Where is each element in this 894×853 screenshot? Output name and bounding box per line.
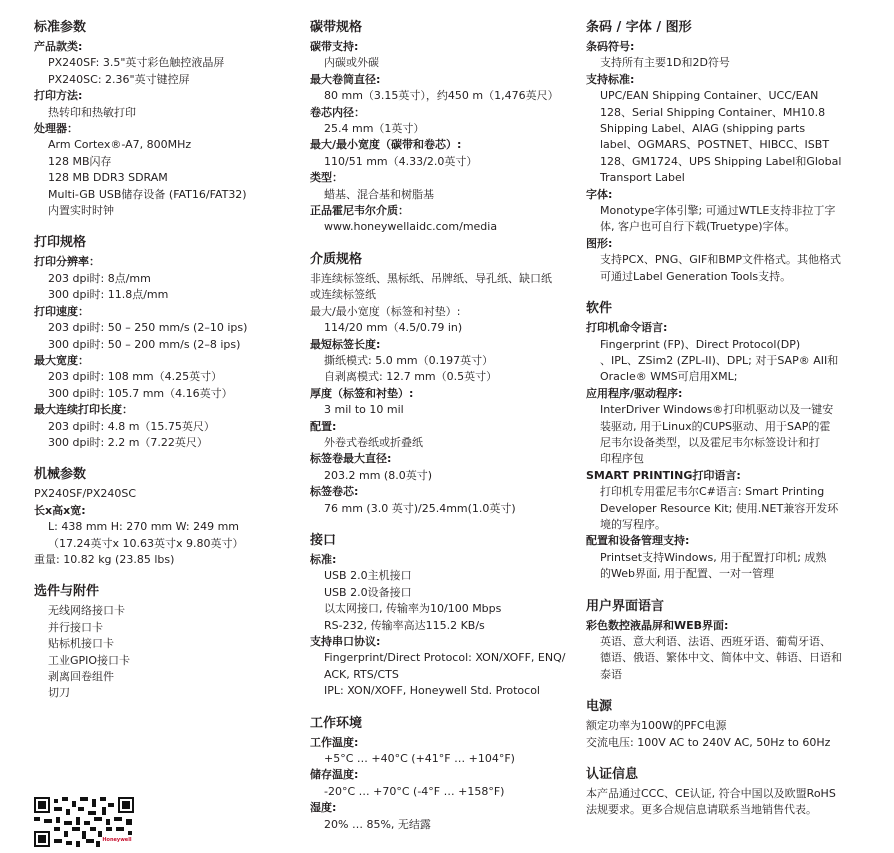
- genuine-media-line: www.honeywellaidc.com/media: [324, 220, 498, 234]
- font-line: Monotype字体引擎; 可通过WTLE支持非拉丁字: [600, 204, 836, 218]
- section-title: 用户界面语言: [586, 598, 665, 614]
- option-item: 剥离回卷组件: [48, 670, 114, 683]
- ui-language-line: 英语、意大利语、法语、西班牙语、葡萄牙语、: [600, 635, 831, 648]
- ribbon-width-label: 最大/最小宽度（碳带和卷芯）:: [310, 138, 462, 152]
- interface-std-line: 以太网接口, 传输率为10/100 Mbps: [324, 602, 502, 616]
- serial-protocol-line: IPL: XON/XOFF, Honeywell Std. Protocol: [324, 684, 540, 698]
- column-left: [34, 18, 292, 716]
- option-item: 并行接口卡: [48, 620, 103, 634]
- cpu-line: 128 MB闪存: [48, 154, 112, 168]
- section-title: 接口: [310, 532, 337, 548]
- section-title: 软件: [586, 301, 613, 317]
- column-middle: [310, 18, 572, 847]
- max-length-line: 300 dpi时: 2.2 m（7.22英尺）: [48, 435, 208, 449]
- config-line: 外卷式卷纸或折叠纸: [324, 435, 423, 449]
- cpu-line: Arm Cortex®-A7, 800MHz: [48, 138, 192, 152]
- ui-language-line: 德语、俄语、繁体中文、简体中文、韩语、日语和: [600, 651, 842, 665]
- section-title: 电源: [586, 699, 613, 715]
- storage-temp-label: 储存温度:: [310, 768, 359, 782]
- ui-language-label: 彩色数控液晶屏和WEB界面:: [586, 618, 729, 632]
- supported-std-line: UPC/EAN Shipping Container、UCC/EAN: [600, 89, 819, 103]
- command-lang-line: 、IPL、ZSim2 (ZPL-II)、DPL; 对于SAP® AII和: [600, 353, 839, 367]
- media-width-line: 114/20 mm（4.5/0.79 in): [324, 321, 463, 335]
- model-line: PX240SF: 3.5"英寸彩色触控液晶屏: [48, 56, 225, 70]
- model-label: 产品款类:: [34, 40, 83, 53]
- print-method-line: 热转印和热敏打印: [48, 105, 136, 119]
- ribbon-support-label: 碳带支持:: [310, 40, 359, 53]
- section-software: [586, 299, 854, 583]
- supported-std-line: Transport Label: [600, 171, 685, 185]
- graphics-line: 可通过Label Generation Tools支持。: [600, 269, 792, 283]
- interface-std-line: USB 2.0设备接口: [324, 585, 412, 599]
- op-temp-line: +5°C … +40°C (+41°F … +104°F): [324, 752, 515, 766]
- max-width-line: 203 dpi时: 108 mm（4.25英寸）: [48, 370, 223, 384]
- max-width-label: 最大宽度：: [34, 353, 89, 367]
- supported-std-line: 128、Serial Shipping Container、MH10.8: [600, 105, 826, 119]
- weight-line: 重量: 10.82 kg (23.85 lbs): [34, 552, 175, 566]
- power-line: 交流电压: 100V AC to 240V AC, 50Hz to 60Hz: [586, 735, 831, 749]
- section-title: 条码 / 字体 / 图形: [586, 20, 692, 35]
- column-right: [586, 18, 854, 833]
- max-width-line: 300 dpi时: 105.7 mm（4.16英寸）: [48, 386, 233, 400]
- dims-line: L: 438 mm H: 270 mm W: 249 mm: [48, 520, 240, 534]
- dims-line: （17.24英寸x 10.63英寸x 9.80英寸）: [48, 536, 244, 550]
- supported-std-line: label、OGMARS、POSTNET、HIBCC、ISBT: [600, 138, 830, 152]
- smart-printing-label: SMART PRINTING打印语言:: [586, 468, 741, 482]
- apps-label: 应用程序/驱动程序:: [586, 386, 683, 400]
- roll-core-line: 76 mm (3.0 英寸)/25.4mm(1.0英寸): [324, 501, 516, 515]
- option-item: 贴标机接口卡: [48, 637, 114, 651]
- humidity-line: 20% … 85%, 无结露: [324, 817, 431, 831]
- section-title: 打印规格: [34, 235, 87, 251]
- interface-std-line: RS-232, 传输率高达115.2 KB/s: [324, 618, 485, 632]
- section-title: 介质规格: [310, 251, 363, 267]
- device-mgmt-line: Printset支持Windows, 用于配置打印机; 成熟: [600, 550, 827, 564]
- min-length-label: 最短标签长度:: [310, 337, 381, 351]
- option-item: 工业GPIO接口卡: [48, 653, 131, 667]
- command-lang-line: Fingerprint (FP)、Direct Protocol(DP): [600, 337, 801, 351]
- section-title: 标准参数: [34, 20, 87, 35]
- speed-line: 300 dpi时: 50 – 200 mm/s (2–8 ips): [48, 337, 241, 351]
- media-intro-line: 或连续标签纸: [310, 288, 376, 302]
- storage-temp-line: -20°C … +70°C (-4°F … +158°F): [324, 784, 505, 798]
- symbology-label: 条码符号:: [586, 40, 635, 53]
- apps-line: 尼韦尔设备类型，以及霍尼韦尔标签设计和打: [600, 435, 820, 449]
- ribbon-core-label: 卷芯内径：: [310, 105, 365, 119]
- device-mgmt-label: 配置和设备管理支持:: [586, 534, 690, 548]
- dims-label: 长x高x宽:: [34, 503, 86, 517]
- ui-language-line: 泰语: [600, 667, 622, 681]
- qr-code: [34, 797, 134, 847]
- symbology-line: 支持所有主要1D和2D符号: [600, 56, 730, 70]
- cpu-line: 128 MB DDR3 SDRAM: [48, 171, 168, 185]
- section-ribbon: [310, 18, 572, 236]
- supported-std-line: 128、GM1724、UPS Shipping Label和Global: [600, 154, 842, 168]
- section-options: [34, 582, 292, 701]
- smart-printing-line: 境的写程序。: [600, 517, 666, 531]
- thickness-line: 3 mil to 10 mil: [324, 403, 404, 417]
- roll-diameter-label: 标签卷最大直径:: [310, 452, 392, 466]
- cpu-line: 内置实时时钟: [48, 204, 114, 218]
- model-line: PX240SC: 2.36"英寸键控屏: [48, 72, 190, 86]
- section-media: [310, 250, 572, 517]
- smart-printing-line: 打印机专用霍尼韦尔C#语言: Smart Printing: [600, 485, 825, 499]
- resolution-line: 300 dpi时: 11.8点/mm: [48, 288, 169, 302]
- max-length-label: 最大连续打印长度：: [34, 403, 133, 417]
- font-label: 字体:: [586, 187, 613, 201]
- section-print-spec: [34, 233, 292, 451]
- speed-line: 203 dpi时: 50 – 250 mm/s (2–10 ips): [48, 321, 248, 335]
- cert-line: 法规要求。更多合规信息请联系当地销售代表。: [586, 803, 817, 817]
- cpu-line: Multi-GB USB储存设备 (FAT16/FAT32): [48, 187, 247, 201]
- cpu-label: 处理器：: [34, 122, 78, 136]
- section-title: 碳带规格: [310, 20, 363, 35]
- resolution-label: 打印分辨率：: [34, 255, 100, 269]
- thickness-label: 厚度（标签和衬垫）:: [310, 386, 414, 400]
- command-lang-line: Oracle® WMS可启用XML;: [600, 370, 738, 384]
- section-power: [586, 697, 854, 751]
- interface-std-label: 标准:: [310, 552, 337, 566]
- cert-line: 本产品通过CCC、CE认证, 符合中国以及欧盟RoHS: [586, 787, 836, 801]
- ribbon-support-line: 内碳或外碳: [324, 56, 379, 70]
- section-title: 选件与附件: [34, 584, 100, 600]
- apps-line: 装驱动, 用于Linux的CUPS驱动、用于SAP的霍: [600, 419, 831, 433]
- section-title: 工作环境: [310, 715, 363, 731]
- supported-std-line: Shipping Label、AIAG (shipping parts: [600, 122, 806, 136]
- smart-printing-line: Developer Resource Kit; 使用.NET兼容开发环: [600, 501, 839, 515]
- op-temp-label: 工作温度:: [310, 735, 359, 749]
- speed-label: 打印速度：: [34, 304, 89, 318]
- section-title: 认证信息: [586, 767, 639, 783]
- section-environment: [310, 714, 572, 833]
- roll-diameter-line: 203.2 mm (8.0英寸): [324, 468, 432, 482]
- min-length-line: 自剥离模式: 12.7 mm（0.5英寸）: [324, 370, 498, 384]
- min-length-line: 撕纸模式: 5.0 mm（0.197英寸）: [324, 353, 494, 367]
- config-label: 配置:: [310, 419, 337, 433]
- mech-models: PX240SF/PX240SC: [34, 487, 137, 501]
- apps-line: 印程序包: [600, 452, 644, 466]
- section-barcode: [586, 18, 854, 285]
- section-title: 机械参数: [34, 467, 87, 483]
- serial-protocol-line: ACK, RTS/CTS: [324, 667, 399, 681]
- ribbon-type-label: 类型：: [310, 171, 343, 185]
- genuine-media-label: 正品霍尼韦尔介质：: [310, 204, 409, 218]
- graphics-label: 图形:: [586, 236, 613, 250]
- option-item: 切刀: [48, 686, 70, 700]
- supported-std-label: 支持标准:: [586, 72, 635, 86]
- section-ui-language: [586, 597, 854, 684]
- print-method-label: 打印方法:: [34, 89, 83, 103]
- serial-protocol-label: 支持串口协议:: [310, 635, 381, 648]
- resolution-line: 203 dpi时: 8点/mm: [48, 271, 151, 285]
- device-mgmt-line: 的Web界面, 用于配置、一对一管理: [600, 567, 774, 581]
- ribbon-roll-line: 80 mm（3.15英寸），约450 m（1,476英尺）: [324, 89, 559, 103]
- option-item: 无线网络接口卡: [48, 604, 125, 618]
- ribbon-type-line: 蜡基、混合基和树脂基: [324, 187, 434, 201]
- apps-line: InterDriver Windows®打印机驱动以及一键安: [600, 403, 834, 417]
- media-intro-line: 非连续标签纸、黑标纸、吊牌纸、导孔纸、缺口纸: [310, 271, 552, 285]
- humidity-label: 湿度:: [310, 801, 337, 815]
- max-length-line: 203 dpi时: 4.8 m（15.75英尺）: [48, 419, 215, 433]
- graphics-line: 支持PCX、PNG、GIF和BMP文件格式。其他格式: [600, 253, 841, 267]
- serial-protocol-line: Fingerprint/Direct Protocol: XON/XOFF, ENQ/: [324, 651, 566, 665]
- power-line: 额定功率为100W的PFC电源: [586, 719, 727, 733]
- interface-std-line: USB 2.0主机接口: [324, 569, 412, 583]
- section-standard: [34, 18, 292, 219]
- roll-core-label: 标签卷芯:: [310, 485, 359, 499]
- ribbon-width-line: 110/51 mm（4.33/2.0英寸）: [324, 154, 478, 168]
- font-line: 体, 客户也可自行下载(Truetype)字体。: [600, 220, 796, 234]
- command-lang-label: 打印机命令语言:: [586, 321, 668, 335]
- honeywell-logo: Honeywell: [102, 837, 132, 843]
- ribbon-core-line: 25.4 mm（1英寸）: [324, 122, 425, 136]
- section-interface: [310, 531, 572, 700]
- ribbon-roll-label: 最大卷筒直径:: [310, 72, 381, 86]
- section-certification: [586, 765, 854, 819]
- media-width-label: 最大/最小宽度（标签和衬垫）:: [310, 304, 461, 318]
- section-mechanical: [34, 465, 292, 568]
